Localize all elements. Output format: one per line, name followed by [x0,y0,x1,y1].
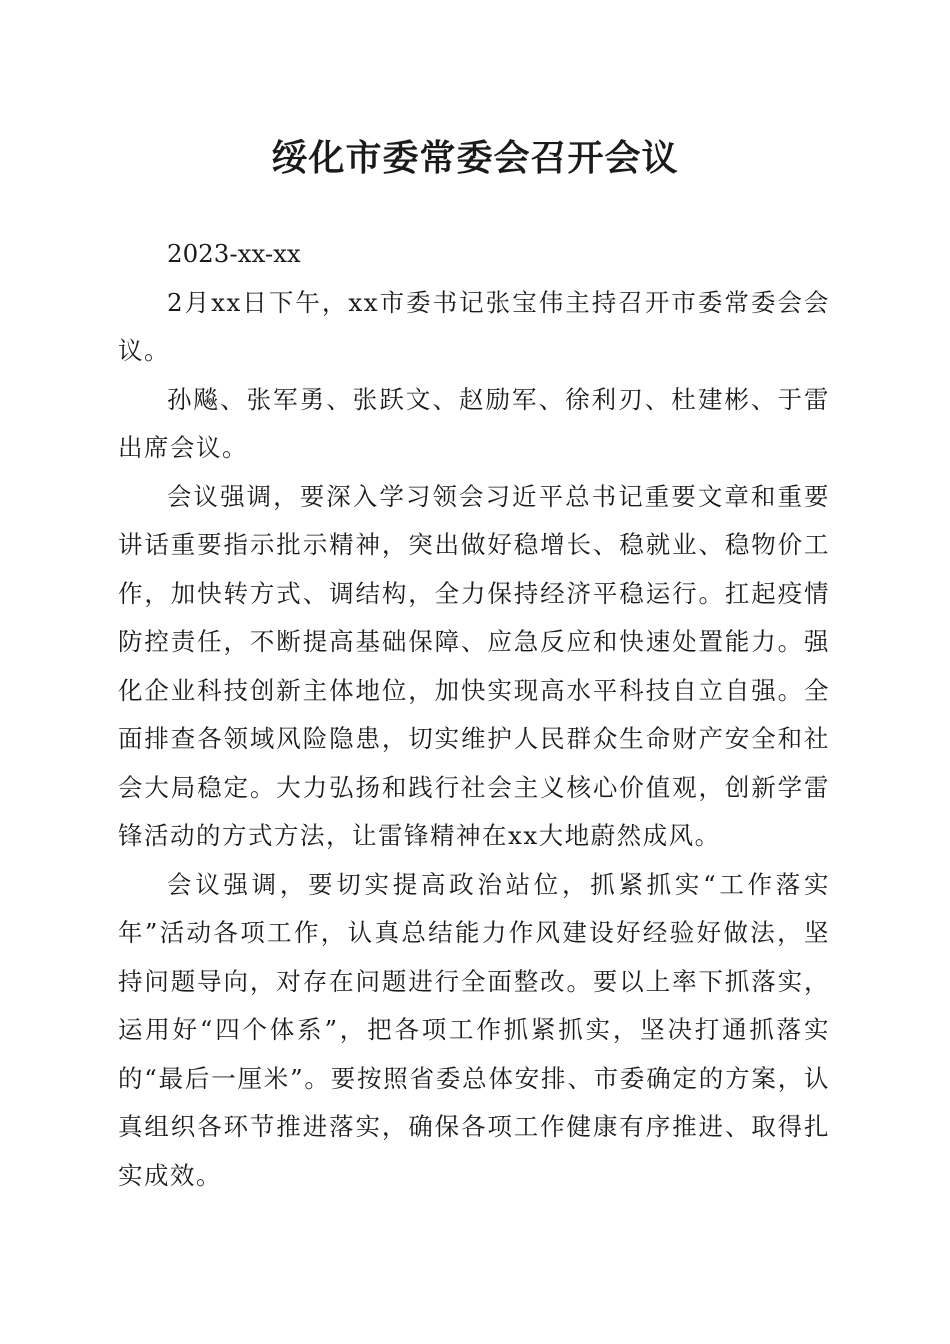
paragraph-emphasis-work-implementation: 会议强调，要切实提高政治站位，抓紧抓实“工作落实年”活动各项工作，认真总结能力作风建设好经验好做法，坚持问题导向，对存在问题进行全面整改。要以上率下抓落实，运用好“四个体系”，把各项工作抓紧抓实，坚决打通抓落实的“最后一厘米”。要按照省委总体安排、市委确定的方案，认真组织各环节推进落实，确保各项工作健康有序推进、取得扎实成效。 [118,869,830,1190]
document-body [118,230,830,1200]
paragraph-meeting-intro: 2月xx日下午，xx市委书记张宝伟主持召开市委常委会会议。 [118,287,830,365]
paragraph-emphasis-economy: 会议强调，要深入学习领会习近平总书记重要文章和重要讲话重要指示批示精神，突出做好稳增长、稳就业、稳物价工作，加快转方式、调结构，全力保持经济平稳运行。扛起疫情防控责任，不断提高基础保障、应急反应和快速处置能力。强化企业科技创新主体地位，加快实现高水平科技自立自强。全面排查各领域风险隐患，切实维护人民群众生命财产安全和社会大局稳定。大力弘扬和践行社会主义核心价值观，创新学雷锋活动的方式方法，让雷锋精神在xx大地蔚然成风。 [118,481,830,850]
document-date: 2023-xx-xx [167,239,301,268]
paragraph-attendees: 孙飚、张军勇、张跃文、赵励军、徐利刃、杜建彬、于雷出席会议。 [118,384,830,462]
document-title: 绥化市委常委会召开会议 [271,137,679,179]
